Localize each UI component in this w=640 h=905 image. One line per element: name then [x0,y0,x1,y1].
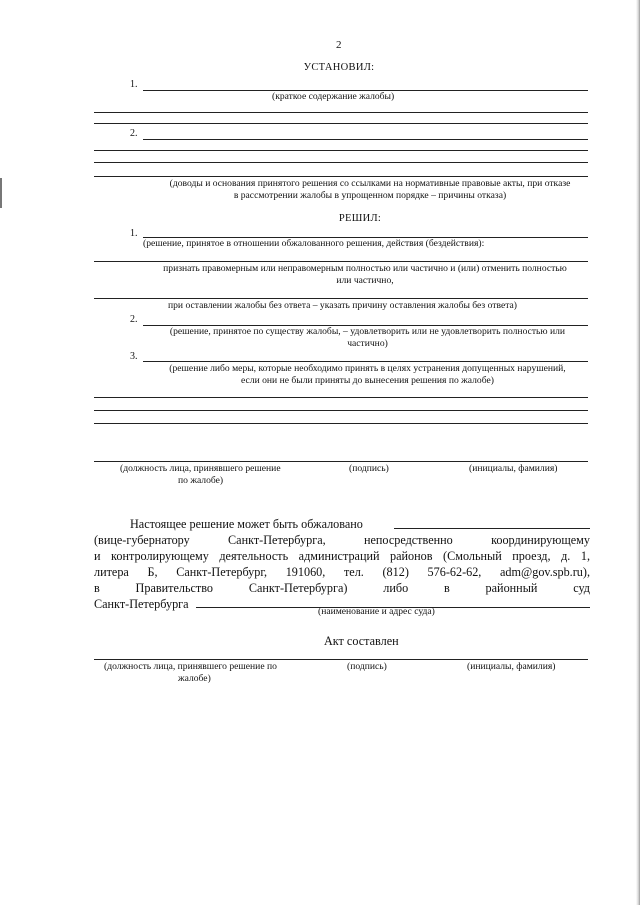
reshil-item3-number: 3. [130,351,138,362]
reshil-item3-caption-line1: (решение либо меры, которые необходимо принять в целях устранения допущенных нарушений, [169,363,566,374]
ustanovil-item1-caption: (краткое содержание жалобы) [272,91,395,102]
act-signature-line [94,659,588,660]
reshil-item1-caption: (решение, принятое в отношении обжалованного решения, действия (бездействия): [143,238,485,249]
appeal-line2: (вице-губернатору Санкт-Петербурга, непосредственно координирующему [94,533,590,547]
page-number: 2 [336,39,342,51]
ustanovil-item2-line [143,139,588,140]
blank-line [94,150,588,151]
blank-line [94,123,588,124]
act-signature-caption: (подпись) [347,661,387,672]
ustanovil-item2-caption-line1: (доводы и основания принятого решения со ссылками на нормативные правовые акты, при отказе [169,178,571,189]
blank-line [94,410,588,411]
ustanovil-item1-number: 1. [130,79,138,90]
blank-line [94,298,588,299]
blank-line [94,261,588,262]
reshil-item1-note-line2: или частично, [336,275,394,286]
reshil-item1-note-line1: признать правомерным или неправомерным полностью или частично и (или) отменить полностью [163,263,567,274]
reshil-heading: РЕШИЛ: [338,213,382,224]
appeal-blank-line [394,528,590,529]
blank-line [94,162,588,163]
act-heading: Акт составлен [324,634,399,648]
scan-edge-left-mark [0,178,2,208]
appeal-line5: в Правительство Санкт-Петербурга) либо в районный суд [94,581,590,595]
court-caption: (наименование и адрес суда) [318,606,435,617]
signature1-name-caption: (инициалы, фамилия) [469,463,558,474]
signature1-signature-caption: (подпись) [349,463,389,474]
reshil-item2-number: 2. [130,314,138,325]
appeal-line3: и контролирующему деятельность администраций районов (Смольный проезд, д. 1, [94,549,590,563]
appeal-line1: Настоящее решение может быть обжаловано [130,517,363,531]
appeal-line4: литера Б, Санкт-Петербург, 191060, тел. (812) 576-62-62, adm@gov.spb.ru), [94,565,590,579]
reshil-item2-caption-line1: (решение, принятое по существу жалобы, – удовлетворить или не удовлетворить полностью или [169,326,566,337]
act-position-line2: жалобе) [178,673,211,684]
signature-line [94,461,588,462]
reshil-item3-line [143,361,588,362]
signature1-position-line1: (должность лица, принявшего решение [120,463,281,474]
act-name-caption: (инициалы, фамилия) [467,661,556,672]
ustanovil-item2-number: 2. [130,128,138,139]
reshil-item2-caption-line2: частично) [347,338,388,349]
reshil-item1-note2: при оставлении жалобы без ответа – указать причину оставления жалобы без ответа) [168,300,517,311]
appeal-line6: Санкт-Петербурга [94,597,189,611]
reshil-item3-caption-line2: если они не были приняты до вынесения решения по жалобе) [241,375,494,386]
ustanovil-item2-caption-line2: в рассмотрении жалобы в упрощенном порядке – причины отказа) [233,190,507,201]
signature1-position-line2: по жалобе) [178,475,224,486]
blank-line [94,423,588,424]
blank-line [94,112,588,113]
blank-line [94,397,588,398]
scan-edge-right [636,0,640,905]
act-position-line1: (должность лица, принявшего решение по [104,661,277,672]
reshil-item1-number: 1. [130,228,138,239]
ustanovil-heading: УСТАНОВИЛ: [303,62,375,73]
blank-line [94,176,588,177]
